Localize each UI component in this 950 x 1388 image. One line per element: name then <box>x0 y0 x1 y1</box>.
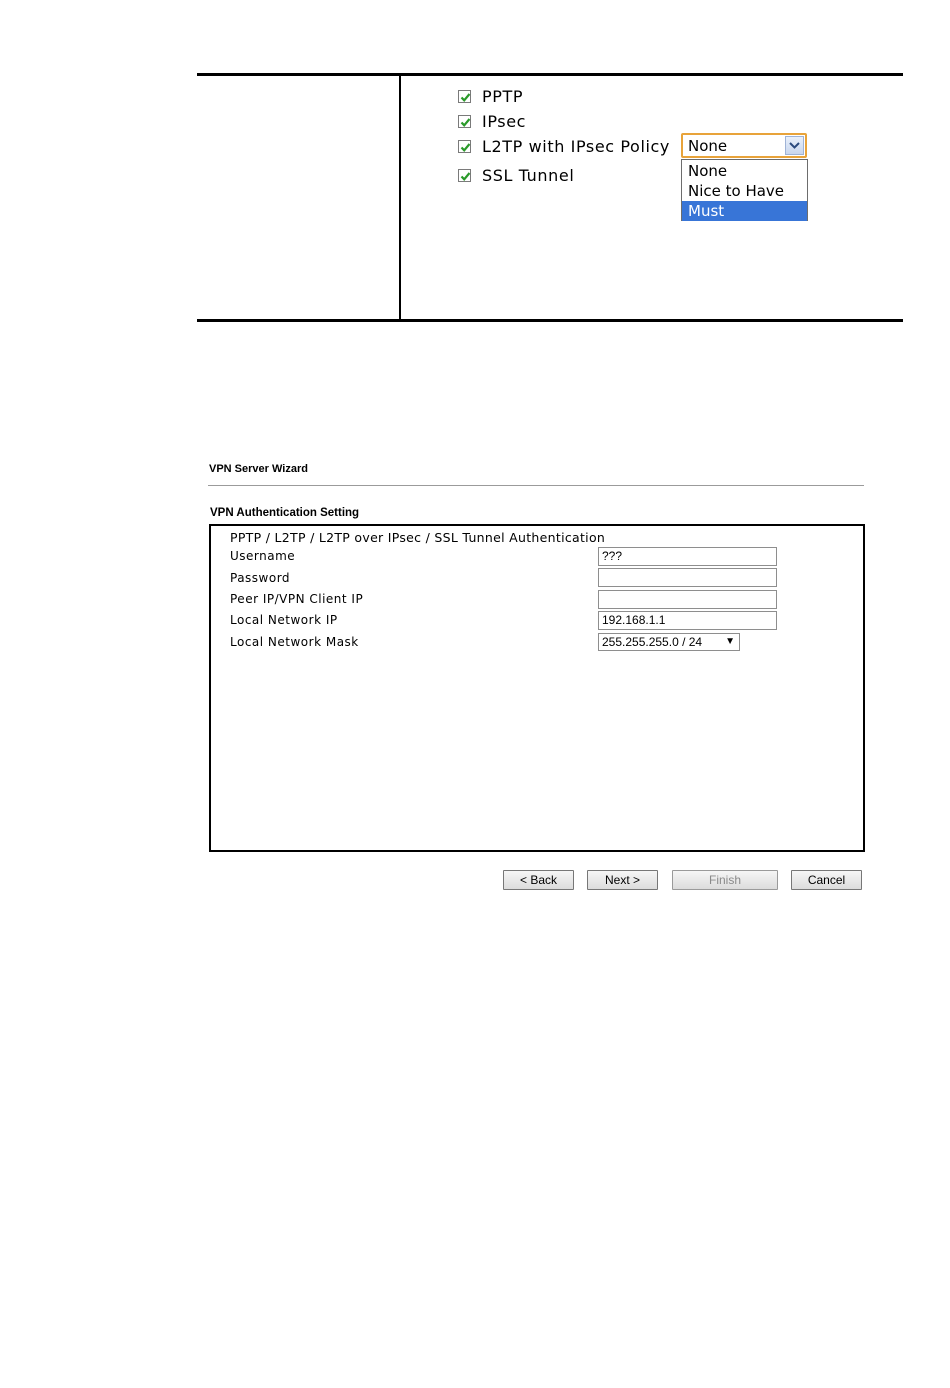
protocol-ipsec[interactable] <box>458 111 526 131</box>
password-label: Password <box>230 571 291 585</box>
ipsec-policy-dropdown-list <box>681 159 808 221</box>
wizard-title: VPN Server Wizard <box>209 463 308 475</box>
table-bottom-rule <box>197 319 903 322</box>
ssl-tunnel-label: SSL Tunnel <box>482 165 575 185</box>
l2tp-ipsec-checkbox[interactable] <box>458 140 471 153</box>
check-icon <box>459 116 472 129</box>
local-mask-label: Local Network Mask <box>230 635 359 649</box>
peer-ip-label: Peer IP/VPN Client IP <box>230 592 364 606</box>
check-icon <box>459 170 472 183</box>
table-column-divider <box>399 76 401 319</box>
table-top-rule <box>197 73 903 76</box>
wizard-title-divider <box>208 485 864 486</box>
check-icon <box>459 91 472 104</box>
check-icon <box>459 141 472 154</box>
policy-option-nice-to-have[interactable]: Nice to Have <box>688 182 785 200</box>
password-input[interactable] <box>598 568 777 587</box>
ssl-tunnel-checkbox[interactable] <box>458 169 471 182</box>
dropdown-arrow-icon: ▼ <box>725 636 735 647</box>
pptp-label: PPTP <box>482 86 524 106</box>
policy-option-must[interactable]: Must <box>682 201 807 221</box>
ipsec-checkbox[interactable] <box>458 115 471 128</box>
peer-ip-input[interactable] <box>598 590 777 609</box>
back-button[interactable]: < Back <box>503 870 574 890</box>
l2tp-ipsec-label: L2TP with IPsec Policy <box>482 136 671 156</box>
local-ip-label: Local Network IP <box>230 613 338 627</box>
pptp-checkbox[interactable] <box>458 90 471 103</box>
protocol-pptp[interactable] <box>458 86 523 106</box>
ipsec-label: IPsec <box>482 111 527 131</box>
finish-button[interactable]: Finish <box>672 870 778 890</box>
ipsec-policy-select[interactable] <box>681 133 807 158</box>
protocol-l2tp-ipsec[interactable] <box>458 136 670 156</box>
ipsec-policy-value: None <box>688 137 728 155</box>
username-label: Username <box>230 549 296 563</box>
policy-option-none[interactable]: None <box>688 162 728 180</box>
chevron-down-icon[interactable] <box>785 136 804 155</box>
username-input[interactable]: ??? <box>598 547 777 566</box>
auth-heading: PPTP / L2TP / L2TP over IPsec / SSL Tunnel Authentication <box>230 530 606 545</box>
next-button[interactable]: Next > <box>587 870 658 890</box>
section-title: VPN Authentication Setting <box>210 507 360 519</box>
local-mask-select[interactable] <box>598 633 740 651</box>
local-mask-value: 255.255.255.0 / 24 <box>602 635 703 649</box>
cancel-button[interactable]: Cancel <box>791 870 862 890</box>
local-ip-input[interactable]: 192.168.1.1 <box>598 611 777 630</box>
protocol-ssl-tunnel[interactable] <box>458 165 574 185</box>
